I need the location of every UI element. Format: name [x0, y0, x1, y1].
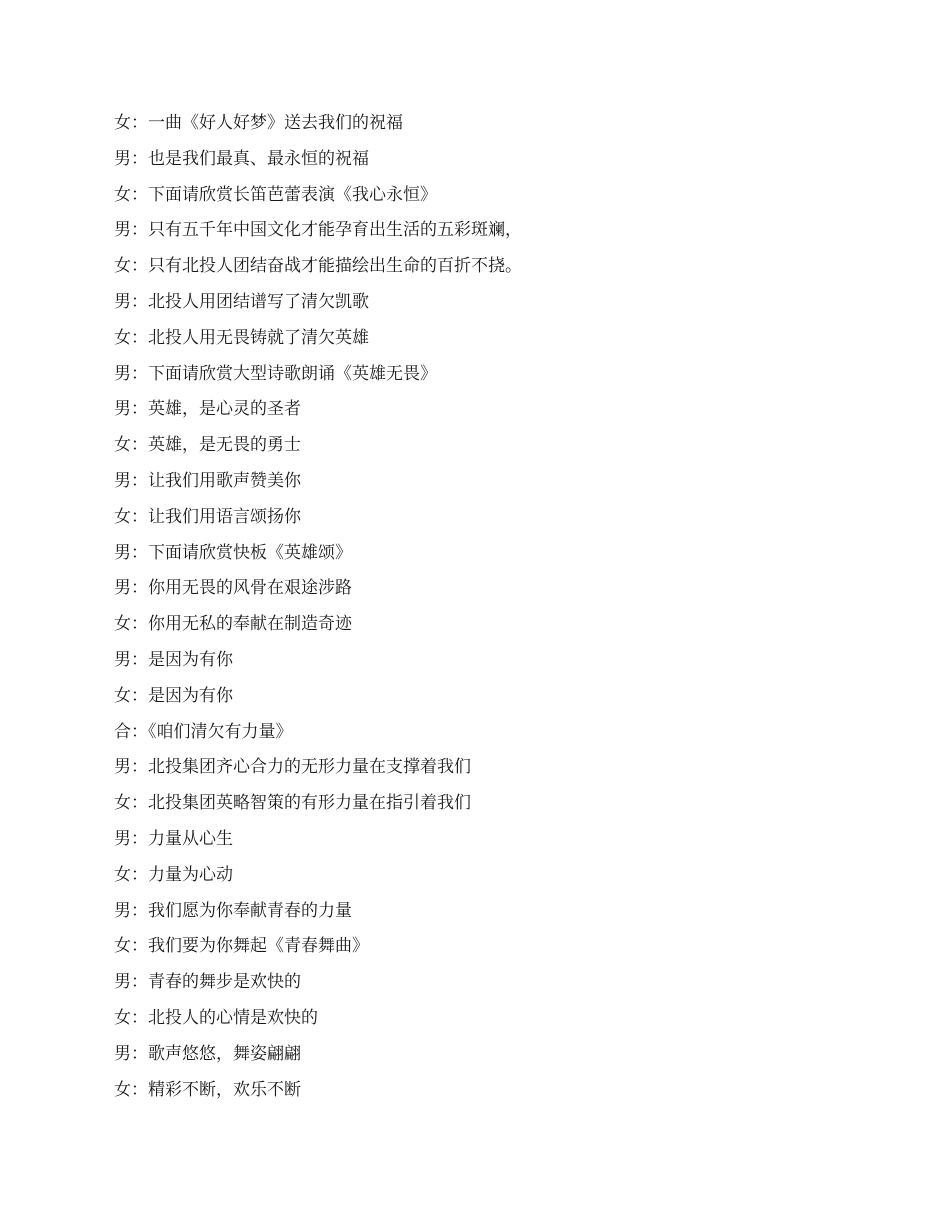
- script-line: 男：力量从心生: [114, 828, 233, 849]
- script-line: 男：只有五千年中国文化才能孕育出生活的五彩斑斓，: [114, 220, 522, 241]
- script-line: 女：我们要为你舞起《青春舞曲》: [114, 936, 369, 957]
- script-line: 女：力量为心动: [114, 864, 233, 885]
- script-line: 男：是因为有你: [114, 649, 233, 670]
- script-line: 女：精彩不断，欢乐不断: [114, 1079, 301, 1100]
- script-line: 男：让我们用歌声赞美你: [114, 470, 301, 491]
- script-line: 男：也是我们最真、最永恒的祝福: [114, 148, 369, 169]
- script-line: 女：一曲《好人好梦》送去我们的祝福: [114, 113, 403, 133]
- script-line: 男：你用无畏的风骨在艰途涉路: [114, 578, 352, 599]
- script-line: 女：北投人的心情是欢快的: [114, 1007, 318, 1028]
- script-line: 女：下面请欣赏长笛芭蕾表演《我心永恒》: [114, 184, 437, 205]
- script-line: 女：是因为有你: [114, 685, 233, 706]
- script-line: 女：英雄，是无畏的勇士: [114, 435, 301, 456]
- script-line: 男：下面请欣赏大型诗歌朗诵《英雄无畏》: [114, 363, 437, 384]
- script-line: 女：只有北投人团结奋战才能描绘出生命的百折不挠。: [114, 256, 522, 277]
- script-line: 男：北投集团齐心合力的无形力量在支撑着我们: [114, 757, 471, 778]
- script-lines: [114, 108, 894, 1110]
- script-line: 男：歌声悠悠，舞姿翩翩: [114, 1043, 301, 1064]
- script-line: 男：北投人用团结谱写了清欠凯歌: [114, 291, 369, 312]
- script-line: 女：你用无私的奉献在制造奇迹: [114, 614, 352, 635]
- script-line: 男：英雄，是心灵的圣者: [114, 399, 301, 420]
- script-line: 女：让我们用语言颂扬你: [114, 506, 301, 527]
- script-line: 女：北投集团英略智策的有形力量在指引着我们: [114, 793, 471, 814]
- script-line: 男：我们愿为你奉献青春的力量: [114, 900, 352, 921]
- script-line: 男：下面请欣赏快板《英雄颂》: [114, 542, 352, 563]
- script-line: 男：青春的舞步是欢快的: [114, 972, 301, 993]
- script-line: 合：《咱们清欠有力量》: [114, 721, 293, 742]
- script-line: 女：北投人用无畏铸就了清欠英雄: [114, 327, 369, 348]
